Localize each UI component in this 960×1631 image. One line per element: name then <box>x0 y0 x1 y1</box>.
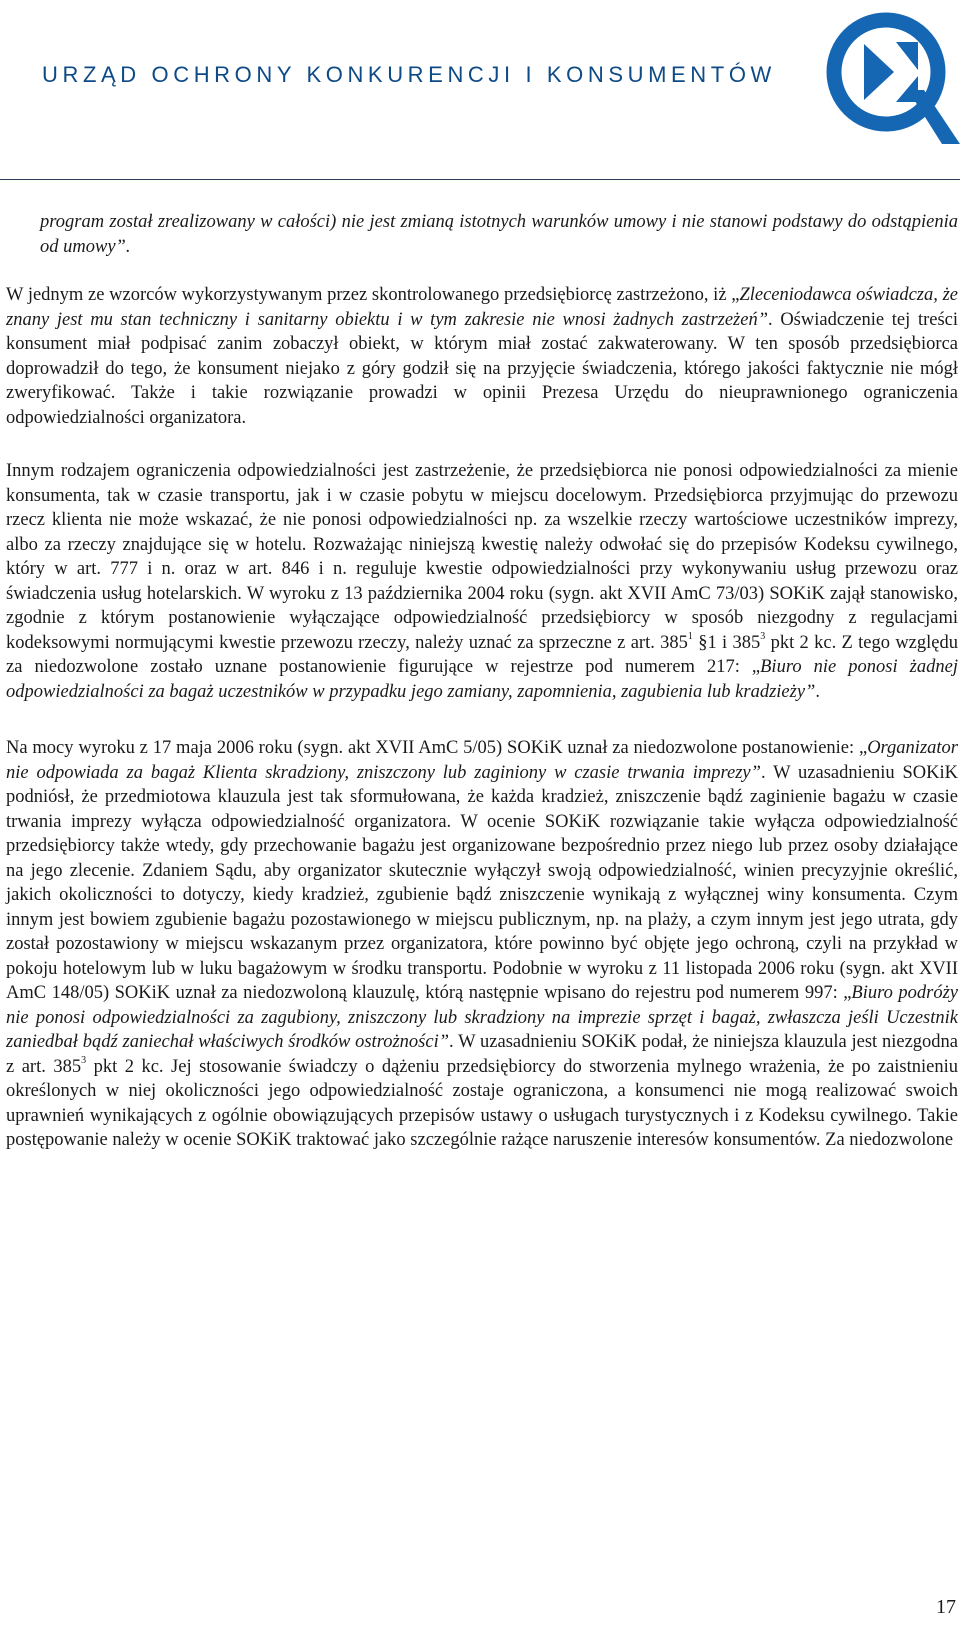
text-run: Innym rodzajem ograniczenia odpowiedzialności jest zastrzeżenie, że przedsiębiorca nie ponosi odpowiedzialności za mienie konsumenta, tak w czasie transportu, jak i w czasie pobytu w miejscu docelowym. Przedsiębiorca przyjmując do przewozu rzecz klienta nie może wskazać, że nie ponosi odpowiedzialności np. za wszelkie rzeczy wartościowe uczestników imprezy, albo za rzeczy znajdujące się w hotelu. Rozważając niniejszą kwestię należy odwołać się do przepisów Kodeksu cywilnego, który w art. 777 i n. oraz w art. 846 i n. reguluje kwestie odpowiedzialności przy wykonywaniu usług przewozu oraz świadczenia usług hotelarskich. W wyroku z 13 października 2004 roku (sygn. akt XVII AmC 73/03) SOKiK zajął stanowisko, zgodnie z którym postanowienie wyłączające odpowiedzialność przedsiębiorcy w sposób niezgodny z regulacjami kodeksowymi normującymi kwestie przewozu rzeczy, należy uznać za sprzeczne z art. 385 <box>6 461 958 653</box>
paragraph <box>6 459 958 704</box>
text-run: W jednym ze wzorców wykorzystywanym przez skontrolowanego przedsiębiorcę zastrzeżono, iż „ <box>6 285 740 305</box>
page-number: 17 <box>936 1596 956 1618</box>
quoted-clause: Organizator nie odpowiada za bagaż Klienta skradziony, zniszczony lub zaginiony w czasie trwania imprezy” <box>6 738 958 783</box>
superscript: 3 <box>81 1055 87 1067</box>
document-body <box>6 210 958 1153</box>
header-rule <box>0 179 960 180</box>
superscript: 3 <box>760 631 766 643</box>
text-run: pkt 2 kc. Jej stosowanie świadczy o dążeniu przedsiębiorcy do stworzenia mylnego wrażenia, że po zaistnieniu określonych w niej okoliczności jego odpowiedzialność zostaje ograniczona, a konsumenci nie mogą realizować swoich uprawnień wynikających z ogólnie obowiązujących przepisów ustawy o usługach turystycznych i z Kodeksu cywilnego. Takie postępowanie należy w ocenie SOKiK traktować jako szczególnie rażące naruszenie interesów konsumentów. Za niedozwolone <box>6 1056 959 1150</box>
paragraph <box>6 283 958 430</box>
organization-name: URZĄD OCHRONY KONKURENCJI I KONSUMENTÓW <box>42 62 776 87</box>
superscript: 1 <box>687 631 693 643</box>
text-run: §1 i 385 <box>692 632 761 653</box>
text-run: . W uzasadnieniu SOKiK podał, że niniejsza klauzula jest niezgodna z art. 385 <box>6 1032 958 1077</box>
quoted-clause: Biuro nie ponosi żadnej odpowiedzialności za bagaż uczestników w przypadku jego zamiany, zapomnienia, zagubienia lub kradzieży” <box>6 657 958 702</box>
page-header <box>0 0 960 182</box>
uokik-logo-icon <box>820 6 960 144</box>
paragraph <box>6 210 958 259</box>
text-run: . W uzasadnieniu SOKiK podniósł, że przedmiotowa klauzula jest tak sformułowana, że każda kradzież, zniszczenie bądź zaginienie bagażu w czasie trwania imprezy wyłącza odpowiedzialność organizatora. W ocenie SOKiK rozwiązanie takie wyłącza odpowiedzialność przedsiębiorcy także wtedy, gdy przechowanie bagażu jest organizowane bezpośrednio przez niego lub przez osoby działające na jego zlecenie. Zdaniem Sądu, aby organizator skutecznie wyłączył swoją odpowiedzialność, winien precyzyjnie określić, jakich okoliczności to dotyczy, kiedy kradzież, zgubienie bądź zniszczenie wynikają z wyłącznej winy konsumenta. Czym innym jest bowiem zgubienie bagażu pozostawionego w miejscu publicznym, np. na plaży, a czym innym jest jego utrata, gdy został pozostawiony w miejscu wskazanym przez organizatora, które powinno być objęte jego ochroną, czyli na przykład w pokoju hotelowym lub w luku bagażowym w środku transportu. Podobnie w wyroku z 11 listopada 2006 roku (sygn. akt XVII AmC 148/05) SOKiK uznał za niedozwoloną klauzulę, którą następnie wpisano do rejestru pod numerem 997: „ <box>6 762 958 1003</box>
quoted-clause: Biuro podróży nie ponosi odpowiedzialności za zagubiony, zniszczony lub skradziony na imprezie sprzęt i bagaż, zwłaszcza jeśli Uczestnik zaniedbał bądź zaniechał właściwych środków ostrożności” <box>6 983 958 1052</box>
paragraph <box>6 736 958 1153</box>
quoted-clause: program został zrealizowany w całości) nie jest zmianą istotnych warunków umowy i nie stanowi podstawy do odstąpienia od umowy”. <box>40 212 958 257</box>
text-run: . Oświadczenie tej treści konsument miał podpisać zanim zobaczył obiekt, w którym miał zostać zakwaterowany. W ten sposób przedsiębiorca doprowadził do tego, że konsument niejako z góry godził się na przyjęcie świadczenia, którego jakości faktycznie nie mógł zweryfikować. Także i takie rozwiązanie prowadzi w opinii Prezesa Urzędu do nieuprawnionego ograniczenia odpowiedzialności organizatora. <box>6 309 959 428</box>
text-run: pkt 2 kc. Z tego względu za niedozwolone zostało uznane postanowienie figurujące w rejestrze pod numerem 217: „ <box>6 632 958 677</box>
text-run: Na mocy wyroku z 17 maja 2006 roku (sygn. akt XVII AmC 5/05) SOKiK uznał za niedozwolone postanowienie: „ <box>6 738 868 758</box>
text-run: . <box>815 681 820 702</box>
quoted-clause: Zleceniodawca oświadcza, że znany jest mu stan techniczny i sanitarny obiektu i w tym zakresie nie wnosi żadnych zastrzeżeń” <box>6 285 958 330</box>
